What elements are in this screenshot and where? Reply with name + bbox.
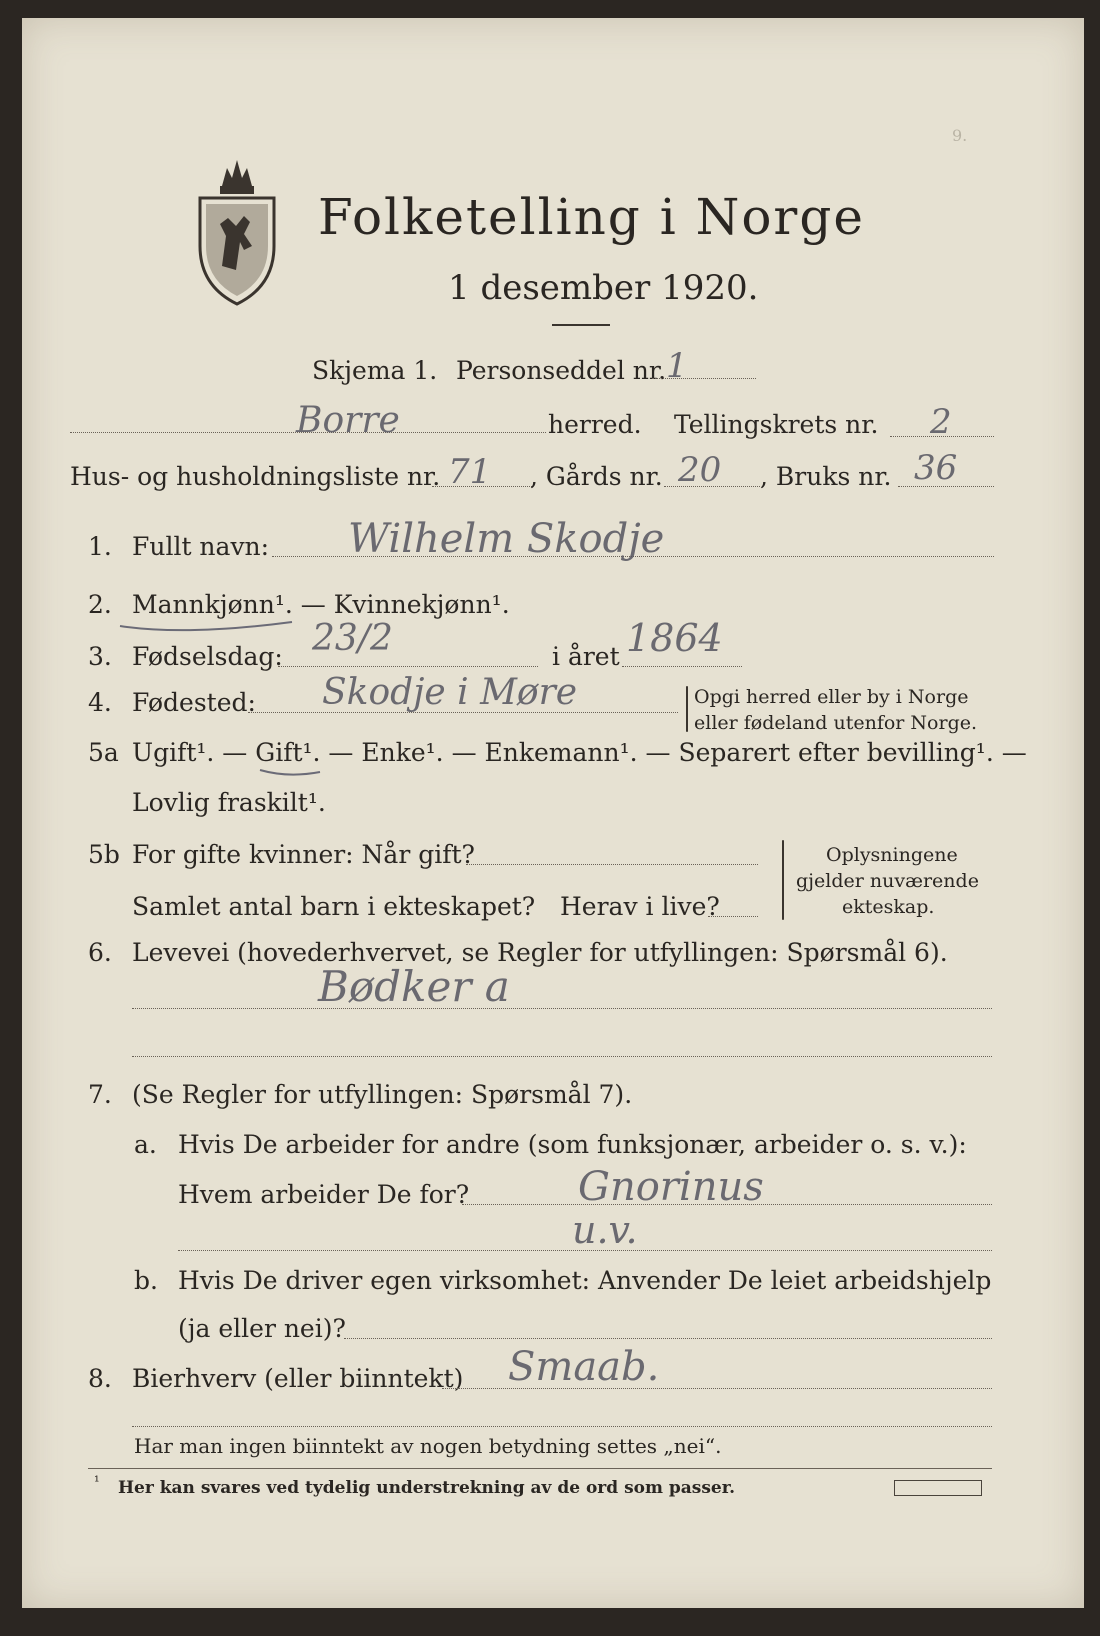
q5b-note-2: gjelder nuværende xyxy=(796,870,979,892)
gards-label: , Gårds nr. xyxy=(530,462,663,491)
form-title: Folketelling i Norge xyxy=(318,188,865,246)
q1-number: 1. xyxy=(88,532,112,561)
bleed-through-text: 9. xyxy=(952,126,968,145)
q8-line-2 xyxy=(132,1426,992,1427)
census-form-page xyxy=(22,18,1084,1608)
bruks-value[interactable]: 36 xyxy=(914,448,958,488)
q8-label: Bierhverv (eller biinntekt) xyxy=(132,1364,464,1393)
q4-note-2: eller fødeland utenfor Norge. xyxy=(694,712,978,734)
title-divider xyxy=(552,324,610,326)
q5b-line-1 xyxy=(466,864,758,865)
q4-number: 4. xyxy=(88,688,112,717)
q3-line xyxy=(278,666,538,667)
q6-line-1 xyxy=(132,1008,992,1009)
footnote: Her kan svares ved tydelig understrekning av de ord som passer. xyxy=(118,1478,736,1498)
q5b-label-2: Samlet antal barn i ekteskapet? xyxy=(132,892,536,921)
printer-stamp xyxy=(894,1480,982,1496)
herred-label: herred. xyxy=(548,410,642,439)
q7a-value[interactable]: Gnorinus xyxy=(578,1164,764,1210)
q3-label: Fødselsdag: xyxy=(132,642,283,671)
biinntekt-note: Har man ingen biinntekt av nogen betydning settes „nei“. xyxy=(134,1434,722,1458)
q6-label: Levevei (hovederhvervet, se Regler for utfyllingen: Spørsmål 6). xyxy=(132,938,948,967)
q7-number: 7. xyxy=(88,1080,112,1109)
herred-value[interactable]: Borre xyxy=(296,400,400,441)
q7b-line xyxy=(344,1338,992,1339)
q2-mannkjonn-underline xyxy=(116,616,296,636)
q5b-brace xyxy=(782,840,784,920)
q5a-number: 5a xyxy=(88,738,119,767)
q2-number: 2. xyxy=(88,590,112,619)
q5a-label-2: Lovlig fraskilt¹. xyxy=(132,788,326,817)
footer-divider xyxy=(88,1468,992,1469)
q3-number: 3. xyxy=(88,642,112,671)
q3-value[interactable]: 23/2 xyxy=(312,618,393,659)
q5a-label: Ugift¹. — Gift¹. — Enke¹. — Enkemann¹. — Separert efter bevilling¹. — xyxy=(132,738,1027,767)
q5b-label-3: Herav i live? xyxy=(560,892,720,921)
q7b-number: b. xyxy=(134,1266,158,1295)
form-date: 1 desember 1920. xyxy=(448,268,759,308)
q4-label: Fødested: xyxy=(132,688,256,717)
q1-label: Fullt navn: xyxy=(132,532,270,561)
hus-label: Hus- og husholdningsliste nr. xyxy=(70,462,441,491)
q3-year-value[interactable]: 1864 xyxy=(626,616,723,660)
norway-coat-of-arms-icon xyxy=(192,146,282,306)
q7b-label-2: (ja eller nei)? xyxy=(178,1314,346,1343)
gards-value[interactable]: 20 xyxy=(678,450,722,490)
q5b-number: 5b xyxy=(88,840,120,869)
q7a-value-2[interactable]: u.v. xyxy=(572,1208,638,1252)
q2-label: Mannkjønn¹. — Kvinnekjønn¹. xyxy=(132,590,510,619)
footnote-mark: ¹ xyxy=(94,1474,100,1490)
q7a-label: Hvis De arbeider for andre (som funksjonær, arbeider o. s. v.): xyxy=(178,1130,967,1159)
q5a-gift-underline xyxy=(258,764,322,782)
q7a-number: a. xyxy=(134,1130,157,1159)
q7-label: (Se Regler for utfyllingen: Spørsmål 7). xyxy=(132,1080,633,1109)
tellingskrets-label: Tellingskrets nr. xyxy=(674,410,879,439)
q3-year-label: i året xyxy=(552,642,620,671)
skjema-label: Skjema 1. xyxy=(312,356,438,385)
q5b-label: For gifte kvinner: Når gift? xyxy=(132,840,475,869)
q6-number: 6. xyxy=(88,938,112,967)
q8-value[interactable]: Smaab. xyxy=(508,1344,660,1390)
q3-year-line xyxy=(622,666,742,667)
q8-number: 8. xyxy=(88,1364,112,1393)
q1-value[interactable]: Wilhelm Skodje xyxy=(348,516,665,562)
tellingskrets-value[interactable]: 2 xyxy=(930,402,952,442)
personseddel-value[interactable]: 1 xyxy=(666,346,688,386)
q7b-label: Hvis De driver egen virksomhet: Anvender De leiet arbeidshjelp xyxy=(178,1266,992,1295)
q4-value[interactable]: Skodje i Møre xyxy=(322,672,578,713)
q7a-label-2: Hvem arbeider De for? xyxy=(178,1180,470,1209)
q5b-note-3: ekteskap. xyxy=(842,896,935,918)
q4-note-1: Opgi herred eller by i Norge xyxy=(694,686,969,708)
q6-value[interactable]: Bødker a xyxy=(318,962,510,1011)
q6-line-2 xyxy=(132,1056,992,1057)
bruks-label: , Bruks nr. xyxy=(760,462,892,491)
hus-value[interactable]: 71 xyxy=(448,452,492,492)
q5b-note-1: Oplysningene xyxy=(826,844,958,866)
personseddel-label: Personseddel nr. xyxy=(456,356,667,385)
q5b-line-2 xyxy=(708,916,758,917)
q4-brace xyxy=(686,686,688,732)
